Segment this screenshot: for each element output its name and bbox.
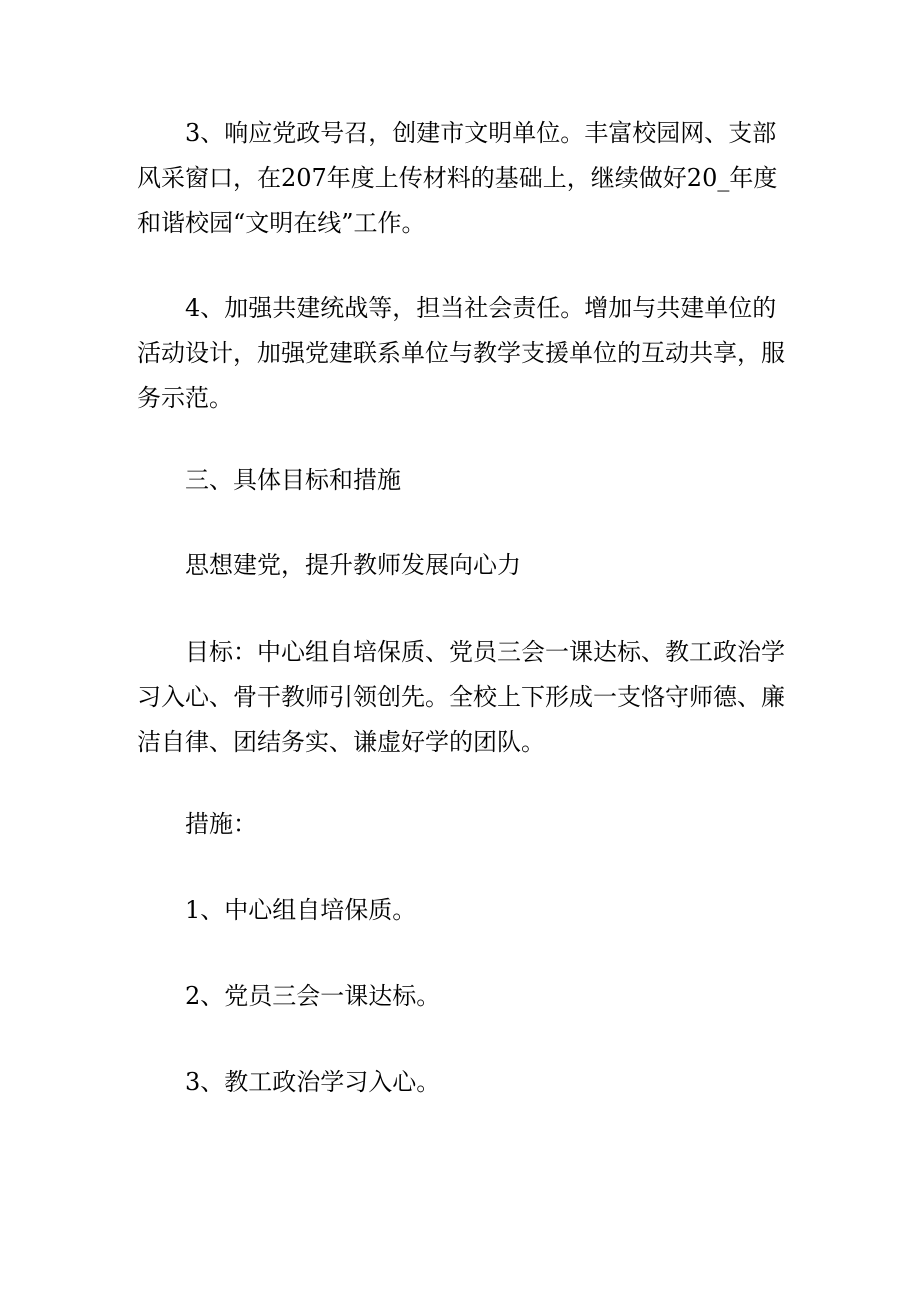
list-item-measure-1: 1、中心组自培保质。 [185, 896, 417, 924]
paragraph-goal: 目标：中心组自培保质、党员三会一课达标、教工政治学习入心、骨干教师引领创先。全校上下形成一支恪守师德、廉洁自律、团结务实、谦虚好学的团队。 [137, 638, 785, 756]
list-item-measure-2: 2、党员三会一课达标。 [185, 982, 441, 1010]
paragraph-social-responsibility: 4、加强共建统战等，担当社会责任。增加与共建单位的活动设计，加强党建联系单位与教学支援单位的互动共享，服务示范。 [137, 294, 785, 412]
paragraph-measures-label: 措施： [185, 810, 257, 838]
list-item-measure-3: 3、教工政治学习入心。 [185, 1068, 441, 1096]
section-heading-goals-measures: 三、具体目标和措施 [185, 466, 401, 494]
paragraph-civilization-unit: 3、响应党政号召，创建市文明单位。丰富校园网、支部风采窗口，在207年度上传材料的基础上，继续做好20_年度和谐校园“文明在线”工作。 [137, 119, 778, 237]
subheading-ideological-party-building: 思想建党，提升教师发展向心力 [185, 551, 521, 579]
